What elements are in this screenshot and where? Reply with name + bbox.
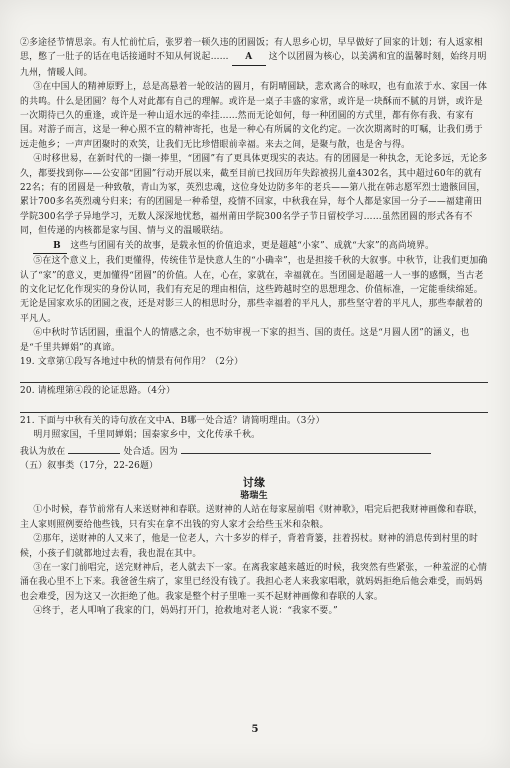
paragraph-2-cont: 这个以团圆为核心，以美满和宜的温馨时刻，始终月明九州，情暖人间。 [20,52,487,78]
story-title: 讨缘 [242,476,266,490]
page-number: 5 [251,724,259,735]
story-paragraph-4: ④终于，老人叩响了我家的门，妈妈打开门，抢救地对老人说：“我家不要。” [33,606,338,617]
paragraph-3: ③在中国人的精神原野上，总是高悬着一轮皎洁的圆月，有阴晴圆缺，悲欢离合的咏叹，也有血浓于水、家国一体的共鸣。什么是团圆？每个人对此都有自己的理解。或许是一桌子丰盛的家常，或许是一块酥而不腻的月饼，或许是一次期待已久的重逢，或许是一种山迢水远的牵挂……然而无论如何，每一种团圆的方式里，都有你有我、有家有国。对游子而言，这是一种心照不宣的精神寄托，也是一种心有所属的文化约定。一次次期离时的叮嘱，让我们勇于远走他乡；一声声团聚时的欢笑，让我们无比珍惜眼前幸福。来去之间，是聚与散，也是舍与得。 [20,82,488,150]
blank-A: A [232,50,266,65]
paragraph-5: ⑤在这个意义上，我们更懂得，传统佳节是快意人生的“小确幸”，也是担接千秋的大叙事。中秋节，让我们更加确认了“家”的意义，更加懂得“团圆”的价值。人在，心在，家就在，幸福就在。当团圆是超越一人一事的感慨，当古老的文化记忆化作现实的身份认同，我们有充足的理由相信，这些跨越时空的思想理念、价值标准，一定能垂续绵延。无论是国家欢乐的团圆之夜，还是对影三人的相思时分，那些幸福着的平凡人，那些坚守着的平凡人，那些奉献着的平凡人。 [20,256,488,324]
answer-middle: 处合适。因为 [123,446,178,457]
question-19: 19. 文章第①段写各地过中秋的情景有何作用？（2分） [20,356,244,367]
paragraph-4-b [20,239,488,254]
story-paragraph-3: ③在一家门前唱完，送完财神后，老人就去下一家。在离我家越来越近的时候，我突然有些紧张，一种羞涩的心情涌在我心里不上下来。我爸爸生病了，家里已经没有钱了。我担心老人来我家唱歌，就妈妈拒绝后他会难受，而妈妈也会难受，因为这又一次拒绝了他。我家是整个村子里唯一买不起财神画像和春联的人家。 [20,563,488,602]
paragraph-2 [20,36,488,80]
answer-line-19[interactable] [20,369,488,383]
answer-prefix: 我认为放在 [20,446,66,457]
question-20: 20. 请梳理第④段的论证思路。（4分） [20,386,176,397]
question-21-poem: 明月照家国，千里同婵娟；国泰家乡中，文化传承千秋。 [33,430,261,441]
story-author: 骆瑞生 [240,491,268,502]
answer-line-20[interactable] [20,399,488,413]
blank-B: B [33,239,67,254]
section-header-narrative: （五）叙事类（17分，22-26题） [20,460,159,471]
story-paragraph-2: ②那年，送财神的人又来了，他是一位老人，六十多岁的样子，背着背篓，拄着拐杖。财神的消息传到村里的时候，小孩子们就都地过去看，我也混在其中。 [20,534,479,559]
story-paragraph-1: ①小时候，春节前常有人来送财神和春联。送财神的人站在每家屋前唱《财神歌》，唱完后把我财神画像和春联，主人家则照例要给他些钱，只有实在拿不出钱的穷人家才会给些玉米和杂粮。 [20,505,483,530]
page-content [20,36,488,619]
paragraph-2-text: ②多途径节情思亲。有人忙前忙后，张罗着一顿久违的团圆饭；有人思乡心切，早早做好了回家的计划；有人返家相思，憋了一肚子的话在电话接通时不知从何说起…… [20,38,483,63]
question-21-answer [20,443,488,459]
answer-blank-reason[interactable] [181,443,431,454]
paragraph-4: ④时移世易，在新时代的一撷一捧里，“团圆”有了更具体更现实的表达。有的团圆是一种执念，无论多远，无论多久，都要找到你——公安部“团圆”行动开展以来，截至目前已找回历年失踪被拐儿童4302名，其中超过60年的就有22名；有的团圆是一种致敬，青山为冢，英烈忠魂，这位身处边防多年的老兵——第八批在韩志愿军烈士遗骸回国，累计700多名英烈魂兮归来；有的团圆是一种希望，疫情不回家，中秋我在异，每个人都是家国一分子——福建莆田学院300名学子异地学习，无数人深深地忧愁，福州莆田学院300名学子节日留校学习……虽然团圆的形式各有不同，但传递的内核都是家与国、情与义的温暖联结。 [20,154,488,237]
question-21: 21. 下面与中秋有关的诗句放在文中A、B哪一处合适？请简明理由。（3分） [20,415,325,426]
paragraph-6: ⑥中秋时节话团圆，重温个人的情感之余，也不妨审视一下家的担当、国的责任。这是“月圆人团”的涵义，也是“千里共婵娟”的真谛。 [20,328,470,353]
answer-blank-position[interactable] [68,443,120,454]
paragraph-4-b-text: 这些与团圆有关的故事，是载永恒的价值追求，更是超越“小家”、成就“大家”的高尚境界。 [70,240,435,251]
